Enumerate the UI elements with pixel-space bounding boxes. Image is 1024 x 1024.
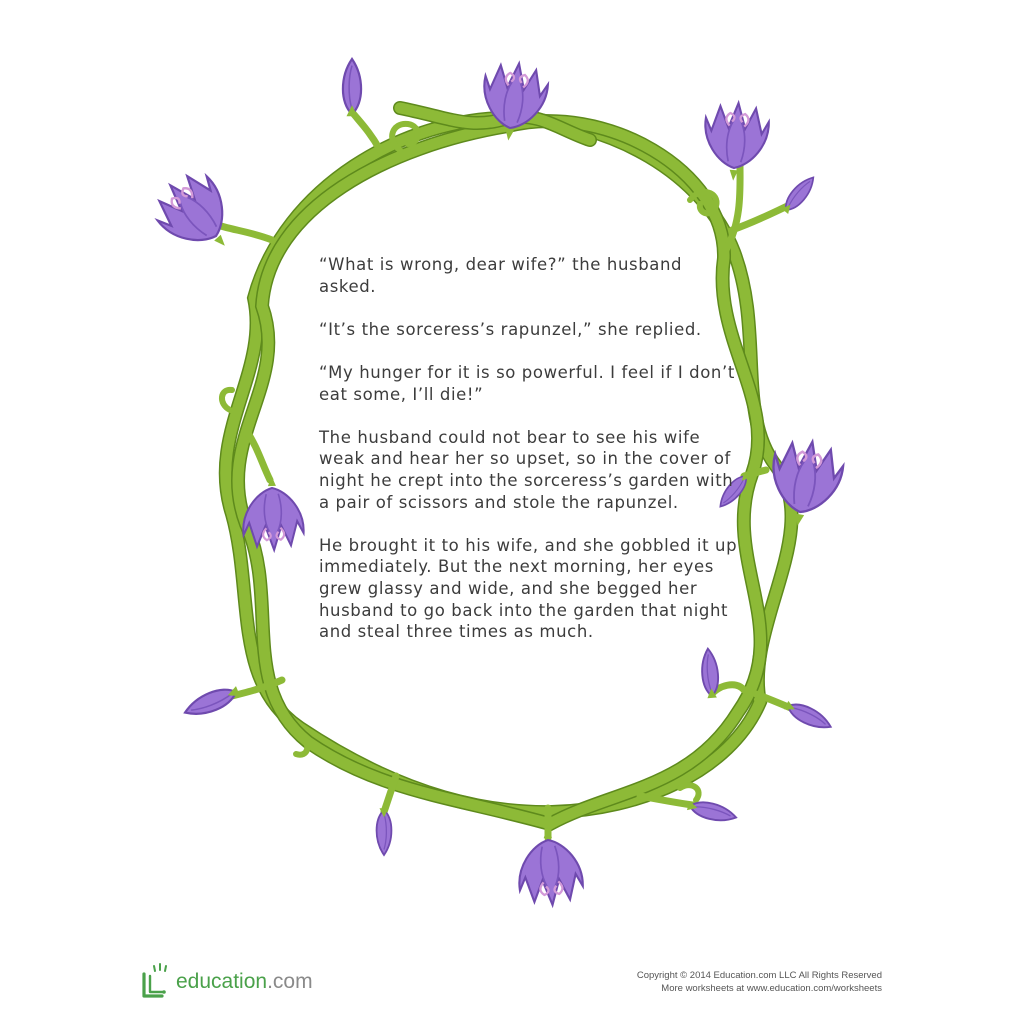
copyright-line: Copyright © 2014 Education.com LLC All Rights Reserved	[636, 970, 882, 981]
story-paragraph: “What is wrong, dear wife?” the husband asked.	[319, 255, 683, 296]
education-com-logo[interactable]	[140, 962, 340, 1002]
bellflower-icon	[702, 101, 771, 183]
logo-tld: .com	[267, 970, 313, 993]
bud-icon	[343, 59, 361, 116]
bud-icon	[182, 683, 242, 721]
bellflower-icon	[763, 436, 846, 532]
bellflower-icon	[146, 163, 250, 268]
story-paragraph: He brought it to his wife, and she gobbled it up immediately. But the next morning, her eyes grew glassy and wide, and she begged her husband to go back into the garden that night and steal three times as much.	[319, 535, 738, 642]
bud-icon	[780, 173, 819, 216]
copyright-notice	[637, 970, 882, 995]
logo-text: education	[176, 970, 268, 993]
story-paragraph: The husband could not bear to see his wife weak and hear her so upset, so in the cover of night he crept into the sorceress’s garden with a pair of scissors and stole the rapunzel.	[319, 427, 734, 512]
worksheets-link[interactable]: More worksheets at www.education.com/worksheets	[661, 982, 882, 994]
bud-icon	[377, 808, 392, 855]
story-paragraph: “My hunger for it is so powerful. I feel if I don’t eat some, I’ll die!”	[319, 362, 735, 404]
logo-wordmark	[176, 970, 313, 994]
story-text	[319, 254, 739, 664]
story-paragraph: “It’s the sorceress’s rapunzel,” she replied.	[319, 319, 702, 339]
bud-icon	[783, 698, 834, 734]
bellflower-icon	[516, 825, 585, 907]
